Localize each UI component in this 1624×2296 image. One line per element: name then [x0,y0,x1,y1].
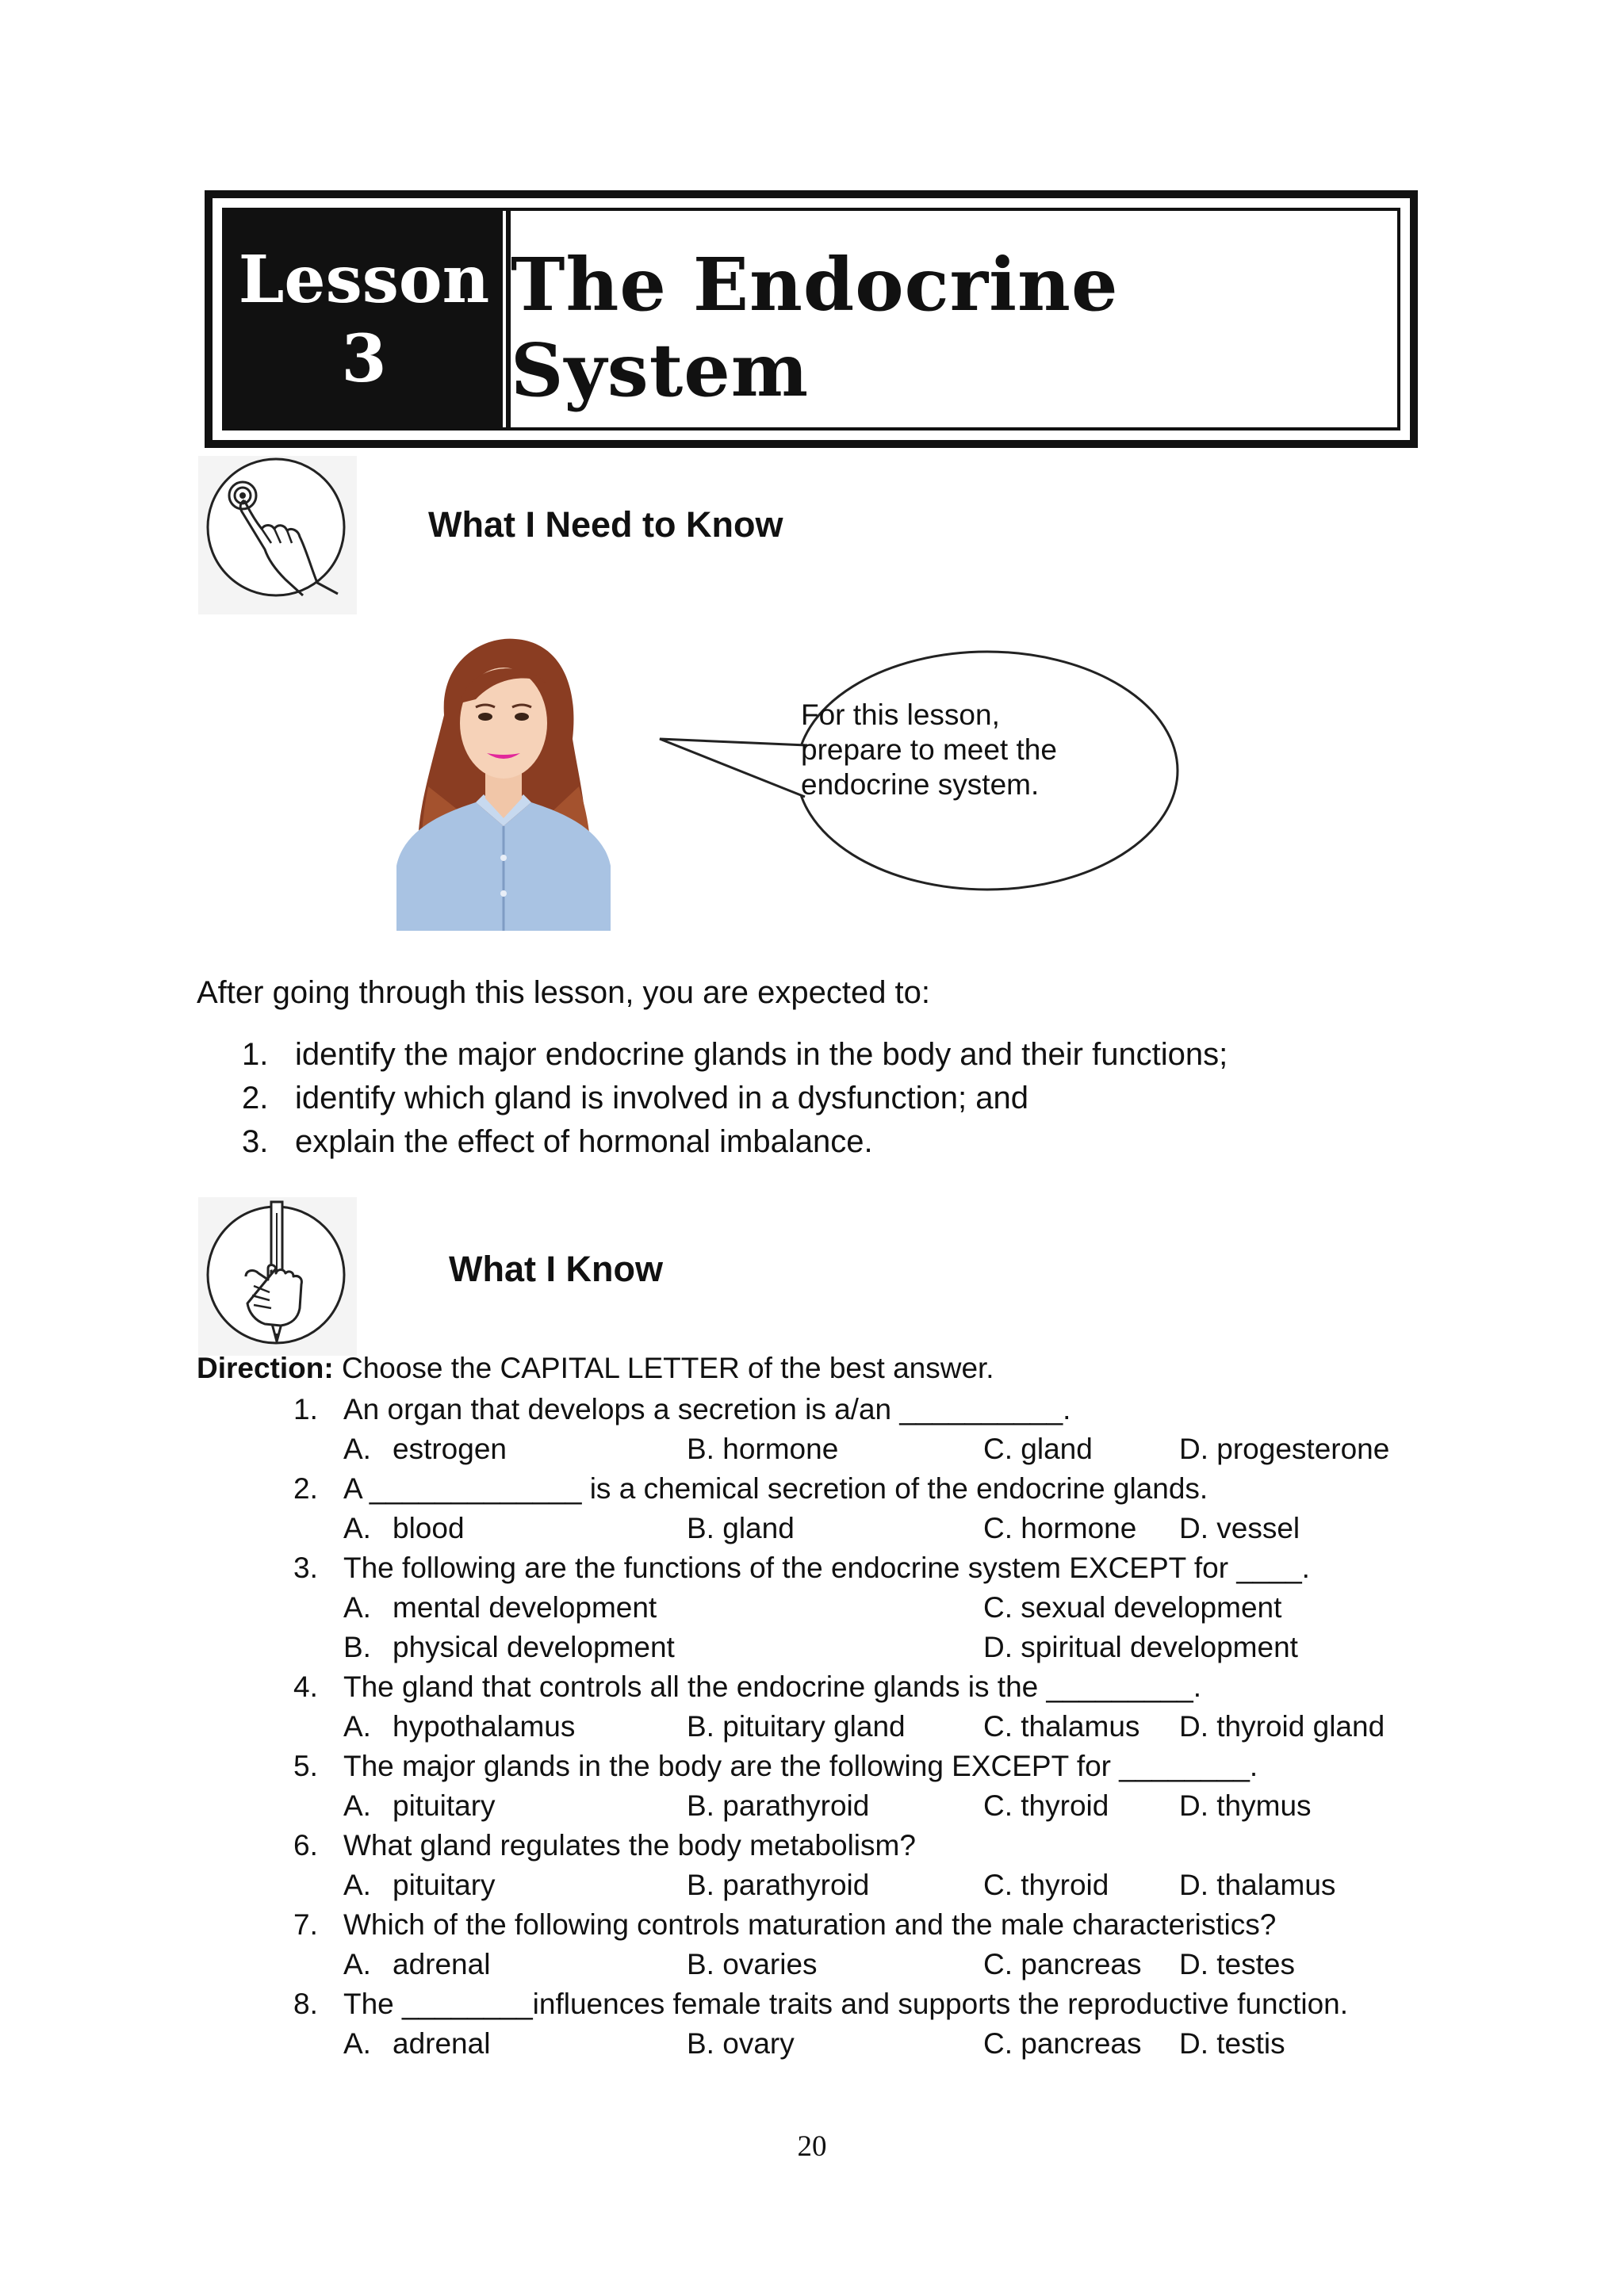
question-number: 8. [293,1988,318,2020]
option-d[interactable]: D. thyroid gland [1179,1710,1385,1743]
option-b[interactable]: B. parathyroid [687,1789,870,1822]
question-number: 5. [293,1750,318,1782]
hand-touch-icon [198,456,357,614]
option-a[interactable]: A. adrenal [343,1948,491,1980]
option-b[interactable]: B. ovaries [687,1948,818,1980]
objectives-list [242,1033,1228,1164]
lesson-label: Lesson [238,241,490,318]
question-text: The gland that controls all the endocrine glands is the _________. [343,1670,1201,1703]
question-text: What gland regulates the body metabolism? [343,1829,916,1862]
option-b[interactable]: B. ovary [687,2027,795,2060]
direction-line [197,1352,994,1385]
hand-pencil-icon [198,1197,357,1356]
lesson-number-block [225,211,503,427]
lesson-title: The Endocrine System [511,241,1119,413]
question-text: The following are the functions of the endocrine system EXCEPT for ____. [343,1552,1310,1584]
option-b[interactable]: B. pituitary gland [687,1710,906,1743]
option-d[interactable]: D. thymus [1179,1789,1312,1822]
question-text: An organ that develops a secretion is a/an __________. [343,1393,1071,1425]
option-c[interactable]: C. hormone [983,1512,1137,1544]
option-c[interactable]: C. thyroid [983,1869,1109,1901]
teacher-photo [396,628,611,931]
intro-text: After going through this lesson, you are expected to: [197,975,931,1010]
option-a[interactable]: A. pituitary [343,1869,496,1901]
list-item [242,1077,1228,1120]
question-text: The major glands in the body are the following EXCEPT for ________. [343,1750,1258,1782]
question-text: The ________influences female traits and supports the reproductive function. [343,1988,1349,2020]
option-c[interactable]: C. pancreas [983,2027,1142,2060]
list-item [242,1120,1228,1164]
question-number: 3. [293,1552,318,1584]
option-d[interactable]: D. testes [1179,1948,1295,1980]
item-number: 3. [242,1124,269,1159]
option-c[interactable]: C. sexual development [983,1591,1282,1624]
speech-text: For this lesson, prepare to meet the endocrine system. [801,698,1057,801]
option-c[interactable]: C. gland [983,1433,1093,1465]
option-a[interactable]: A. mental development [343,1591,657,1624]
option-a[interactable]: A. pituitary [343,1789,496,1822]
option-b[interactable]: B. parathyroid [687,1869,870,1901]
option-d[interactable]: D. testis [1179,2027,1285,2060]
direction-label: Direction: [197,1352,334,1384]
question-number: 2. [293,1472,318,1505]
option-d[interactable]: D. thalamus [1179,1869,1336,1901]
question-number: 4. [293,1670,318,1703]
option-c[interactable]: C. thalamus [983,1710,1140,1743]
question-text: Which of the following controls maturation and the male characteristics? [343,1908,1277,1941]
lesson-number: 3 [341,320,387,397]
question-number: 7. [293,1908,318,1941]
item-text: explain the effect of hormonal imbalance. [295,1124,873,1159]
list-item [242,1033,1228,1077]
question-number: 6. [293,1829,318,1862]
question-number: 1. [293,1393,318,1425]
section-heading-what-i-know: What I Know [449,1249,663,1289]
option-a[interactable]: A. estrogen [343,1433,507,1465]
option-b[interactable]: B. hormone [687,1433,839,1465]
item-number: 2. [242,1081,269,1115]
item-text: identify the major endocrine glands in the body and their functions; [295,1037,1228,1072]
option-c[interactable]: C. thyroid [983,1789,1109,1822]
question-text: A _____________ is a chemical secretion of the endocrine glands. [343,1472,1208,1505]
option-b[interactable]: B. gland [687,1512,795,1544]
direction-text: Choose the CAPITAL LETTER of the best answer. [341,1352,994,1384]
item-text: identify which gland is involved in a dysfunction; and [295,1081,1028,1115]
item-number: 1. [242,1037,269,1072]
page-number: 20 [797,2130,827,2163]
option-c[interactable]: C. pancreas [983,1948,1142,1980]
option-d[interactable]: D. progesterone [1179,1433,1390,1465]
option-a[interactable]: A. blood [343,1512,465,1544]
option-a[interactable]: A. hypothalamus [343,1710,576,1743]
option-d[interactable]: D. spiritual development [983,1631,1298,1663]
option-a[interactable]: A. adrenal [343,2027,491,2060]
option-d[interactable]: D. vessel [1179,1512,1300,1544]
lesson-header [205,190,1418,448]
section-heading-need-to-know: What I Need to Know [428,504,783,545]
option-b[interactable]: B. physical development [343,1631,675,1663]
